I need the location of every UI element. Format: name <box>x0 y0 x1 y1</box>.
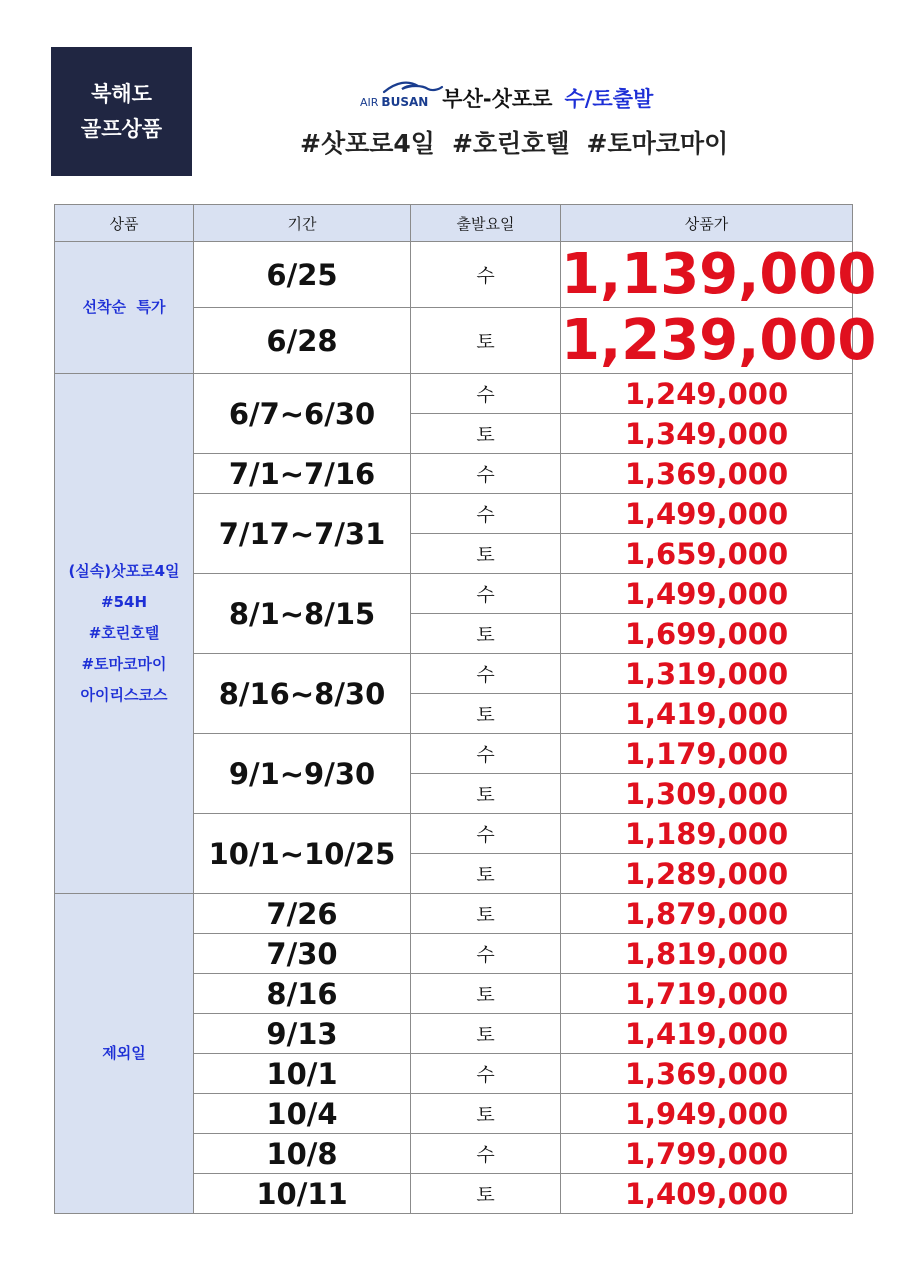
day-cell: 토 <box>411 534 561 574</box>
category-line: (실속)삿포로4일 <box>68 562 180 580</box>
price-cell: 1,419,000 <box>561 694 853 734</box>
table-row <box>55 374 853 414</box>
day-cell: 수 <box>411 494 561 534</box>
price-cell: 1,189,000 <box>561 814 853 854</box>
price-cell: 1,699,000 <box>561 614 853 654</box>
day-cell: 수 <box>411 734 561 774</box>
category-line: 아이리스코스 <box>80 686 168 704</box>
table-header-row <box>55 205 853 242</box>
table-row <box>55 242 853 308</box>
price-cell: 1,419,000 <box>561 1014 853 1054</box>
day-cell: 수 <box>411 934 561 974</box>
day-cell: 토 <box>411 894 561 934</box>
air-busan-logo <box>360 87 428 109</box>
logo-busan-text: BUSAN <box>381 95 429 109</box>
product-badge <box>51 47 192 176</box>
period-cell: 7/17~7/31 <box>194 494 411 574</box>
price-cell: 1,409,000 <box>561 1174 853 1214</box>
price-cell: 1,249,000 <box>561 374 853 414</box>
header-departure-day: 출발요일 <box>411 205 561 242</box>
header-route <box>360 82 653 114</box>
day-cell: 수 <box>411 1054 561 1094</box>
price-cell: 1,179,000 <box>561 734 853 774</box>
day-cell: 수 <box>411 1134 561 1174</box>
price-cell: 1,369,000 <box>561 1054 853 1094</box>
price-cell: 1,659,000 <box>561 534 853 574</box>
hashtag-line <box>300 124 728 158</box>
period-cell: 10/1~10/25 <box>194 814 411 894</box>
period-cell: 7/1~7/16 <box>194 454 411 494</box>
day-cell: 수 <box>411 374 561 414</box>
period-cell: 8/16~8/30 <box>194 654 411 734</box>
day-cell: 토 <box>411 1094 561 1134</box>
price-cell: 1,309,000 <box>561 774 853 814</box>
period-cell: 8/16 <box>194 974 411 1014</box>
category-excluded: 제외일 <box>55 894 194 1214</box>
category-regular <box>55 374 194 894</box>
badge-line-1: 북해도 <box>91 81 152 106</box>
period-cell: 6/28 <box>194 308 411 374</box>
table-row <box>55 894 853 934</box>
period-cell: 9/13 <box>194 1014 411 1054</box>
day-cell: 수 <box>411 454 561 494</box>
day-cell: 토 <box>411 694 561 734</box>
price-cell: 1,499,000 <box>561 574 853 614</box>
logo-air-text: AIR <box>360 96 379 109</box>
period-cell: 10/4 <box>194 1094 411 1134</box>
badge-line-2: 골프상품 <box>80 116 163 141</box>
period-cell: 10/11 <box>194 1174 411 1214</box>
price-cell: 1,289,000 <box>561 854 853 894</box>
price-cell: 1,879,000 <box>561 894 853 934</box>
category-line: #토마코마이 <box>81 655 167 673</box>
period-cell: 10/1 <box>194 1054 411 1094</box>
route-title: 부산-삿포로 <box>442 87 553 111</box>
day-cell: 토 <box>411 1174 561 1214</box>
period-cell: 7/30 <box>194 934 411 974</box>
day-cell: 수 <box>411 654 561 694</box>
day-cell: 수 <box>411 242 561 308</box>
price-cell: 1,499,000 <box>561 494 853 534</box>
period-cell: 10/8 <box>194 1134 411 1174</box>
hashtag-tomakomai: #토마코마이 <box>586 129 729 158</box>
day-cell: 토 <box>411 414 561 454</box>
period-cell: 6/25 <box>194 242 411 308</box>
day-cell: 토 <box>411 1014 561 1054</box>
header-price: 상품가 <box>561 205 853 242</box>
airline-swoosh-icon <box>382 79 444 95</box>
price-cell: 1,819,000 <box>561 934 853 974</box>
category-special: 선착순 특가 <box>55 242 194 374</box>
price-table <box>54 204 877 1214</box>
period-cell: 6/7~6/30 <box>194 374 411 454</box>
category-line: #54H <box>101 593 147 611</box>
price-cell: 1,139,000 <box>561 242 877 307</box>
price-cell: 1,239,000 <box>561 308 877 373</box>
period-cell: 8/1~8/15 <box>194 574 411 654</box>
day-cell: 수 <box>411 574 561 614</box>
day-cell: 토 <box>411 974 561 1014</box>
header-product: 상품 <box>55 205 194 242</box>
period-cell: 9/1~9/30 <box>194 734 411 814</box>
day-cell: 토 <box>411 614 561 654</box>
price-cell: 1,349,000 <box>561 414 853 454</box>
category-line: #호린호텔 <box>88 624 160 642</box>
price-cell: 1,319,000 <box>561 654 853 694</box>
departure-days: 수/토출발 <box>564 87 654 111</box>
day-cell: 토 <box>411 774 561 814</box>
day-cell: 토 <box>411 854 561 894</box>
price-cell: 1,369,000 <box>561 454 853 494</box>
hashtag-hotel: #호린호텔 <box>451 129 570 158</box>
hashtag-sapporo: #삿포로4일 <box>300 129 435 158</box>
price-cell: 1,719,000 <box>561 974 853 1014</box>
day-cell: 수 <box>411 814 561 854</box>
period-cell: 7/26 <box>194 894 411 934</box>
price-cell: 1,949,000 <box>561 1094 853 1134</box>
price-cell: 1,799,000 <box>561 1134 853 1174</box>
day-cell: 토 <box>411 308 561 374</box>
header-period: 기간 <box>194 205 411 242</box>
